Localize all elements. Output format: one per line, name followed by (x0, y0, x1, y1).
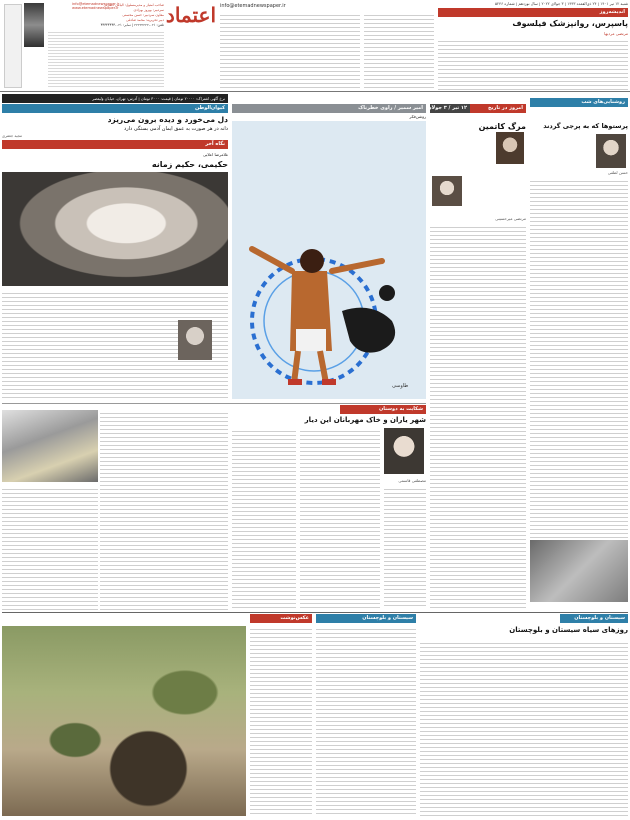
section-tag: اندیشه‌روز (438, 8, 628, 17)
author-photo (178, 320, 212, 360)
article-body (530, 178, 628, 538)
section-tag: سیستان و بلوچستان (316, 614, 416, 623)
side-link-web[interactable]: www.etemadnewspaper.ir (72, 6, 119, 10)
cartoon-art (232, 121, 426, 399)
section-tag: روشنایی‌های شب (530, 98, 628, 107)
divider (2, 403, 426, 404)
masthead-area (0, 0, 630, 92)
divider (2, 612, 628, 613)
section-tag: نگاه آخر (2, 140, 228, 149)
credit-line: تلفن: ۰۲۱-۲۲۲۲۲۲۲۲ | نمابر: ۰۲۱-۴۴۴۴۴۴۴۴ (100, 23, 164, 27)
article-headline: دل می‌خورد و دیده برون می‌ریزد (107, 115, 228, 124)
news-photo (2, 410, 98, 482)
portrait-photo (2, 172, 228, 286)
side-link-email[interactable]: info@etemadnewspaper.ir (72, 2, 120, 6)
author-photo (384, 428, 424, 474)
article-headline: شهر یاران و خاک مهربانان این دیار (304, 416, 426, 424)
sidebar-links (72, 2, 162, 10)
section-tag: سیستان و بلوچستان (560, 614, 628, 623)
section-tag: امیر سمیر / راوی خطرناک (232, 104, 426, 113)
credit-line: دبیر تحریریه: محمد صادقی (126, 18, 164, 22)
article-body (420, 640, 628, 816)
article-body (300, 428, 380, 608)
article-body (250, 626, 312, 816)
credits-body (48, 30, 164, 88)
article-headline: پاسپرس، روانپزشک فیلسوف (512, 19, 628, 28)
website-link[interactable]: info@etemadnewspaper.ir (220, 3, 286, 9)
article-body (316, 626, 416, 816)
cartoon (232, 121, 426, 399)
article-body (232, 428, 296, 608)
landscape-photo (2, 626, 246, 816)
date-line: شنبه ۱۲ تیر ۱۴۰۱ | ۲۴ ذی‌القعده ۱۴۴۳ | ۳ جولای ۲۰۲۲ | سال نوزدهم | شماره ۵۲۴۶ (495, 1, 628, 6)
article-author: مصطفی قاسمی (398, 478, 426, 483)
article-body (100, 410, 228, 610)
article-author: حسن لطفی (607, 170, 628, 175)
article-author: مرتضی میرحسینی (495, 216, 526, 221)
section-tag: امروز در تاریخ (430, 104, 526, 113)
article-body (438, 38, 628, 90)
credit-line: معاون سردبیر: حسن محسنی (122, 13, 164, 17)
section-tag-date: ۱۲ تیر / ۳ جولای (430, 104, 470, 113)
article-body (430, 224, 526, 610)
masthead-logo: اعتماد (165, 3, 216, 27)
article-author: غلامرضا اعلایی (202, 152, 228, 157)
subscription-bar: نرخ آگهی اشتراک: ۲۰۰۰۰ تومان | قیمت: ۳۰۰۰ تومان | آدرس: تهران، خیابان ولیعصر (2, 94, 228, 103)
article-body (384, 486, 426, 608)
article-headline: حکیمی، حکیم زمانه (151, 160, 228, 169)
cartoon-signature: طاوسی (392, 383, 409, 389)
top-article-text (220, 12, 360, 88)
section-tag: کیوان‌الوطن (2, 104, 228, 113)
news-photo (530, 540, 628, 602)
section-tag: عکس‌نوشت (250, 614, 312, 623)
section-tag: شکایت به دوستان (340, 405, 426, 414)
top-article-text (364, 12, 434, 88)
masthead-portrait (24, 3, 44, 47)
masthead-side-logo (4, 4, 22, 88)
article-author: مرتضی مردیها (604, 31, 628, 36)
credits-block (48, 3, 164, 89)
credit-line: صاحب امتیاز و مدیرمسئول: الیاس حضرتی (103, 3, 164, 7)
article-headline: روز‌های سیاه سیستان و بلوچستان (509, 626, 628, 634)
article-headline: پرستو‌ها که به ‌پرجی گردند (543, 122, 628, 130)
author-photo (432, 176, 462, 206)
author-photo (596, 134, 626, 168)
article-subhead: دانه در هر صورت به عمق ایمان آدمی بستگی دارد (124, 126, 228, 132)
article-body (2, 486, 98, 610)
author-photo (496, 132, 524, 164)
credit-line: سردبیر: بهروز بهزادی (133, 8, 164, 12)
article-headline: مرگ کاتمین (478, 122, 526, 131)
article-author: مجید جعفری (2, 133, 22, 138)
cartoon-credit: روشن‌فکر (409, 114, 426, 119)
